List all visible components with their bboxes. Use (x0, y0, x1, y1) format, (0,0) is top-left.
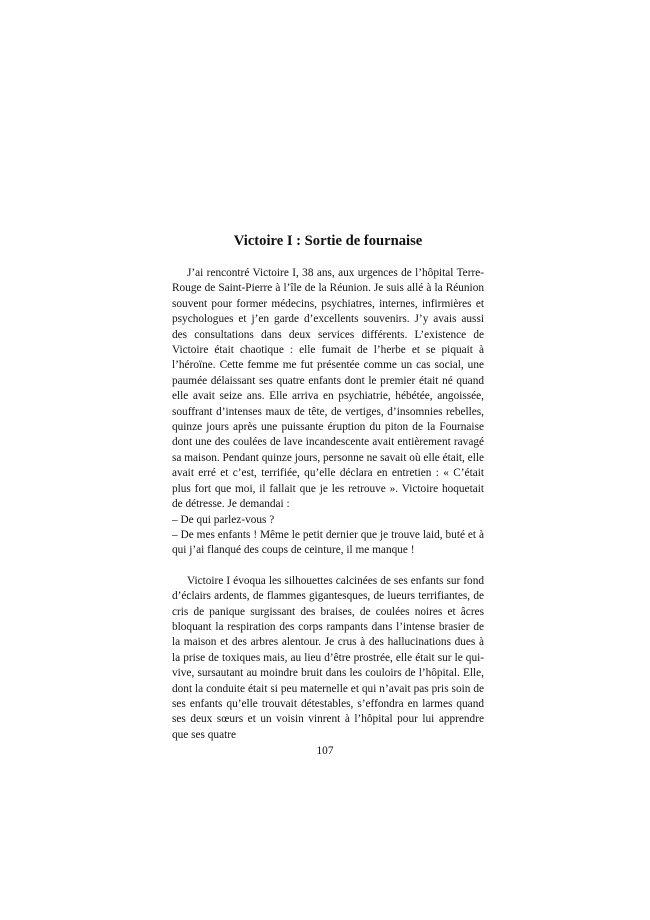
paragraph-2: Victoire I évoqua les silhouettes calcinées de ses enfants sur fond d’éclairs ardents, de flammes gigantesques, de lueurs terrifiantes, de cris de panique surgissant des braises, de coulées noires et âcres bloquant la respiration des corps rampants dans l’intense brasier de la maison et des arbres alentour. Je crus à des hallucinations dues à la prise de toxiques mais, au lieu d’être prostrée, elle était sur le qui-vive, sursautant au moindre bruit dans les couloirs de l’hôpital. Elle, dont la conduite était si peu maternelle et qui n’avait pas pris soin de ses enfants qu’elle trouvait détestables, s’effondra en larmes quand ses deux sœurs et un voisin vinrent à l’hôpital pour lui apprendre que ses quatre (172, 574, 484, 741)
paragraph-1: J’ai rencontré Victoire I, 38 ans, aux urgences de l’hôpital Terre-Rouge de Saint-Pierre à l’île de la Réunion. Je suis allé à la Réunion souvent pour former médecins, psychiatres, internes, infirmières et psychologues et j’en garde d’excellents souvenirs. J’y avais aussi des consultations dans deux services différents. L’existence de Victoire était chaotique : elle fumait de l’herbe et se piquait à l’héroïne. Cette femme me fut présentée comme un cas social, une paumée délaissant ses quatre enfants dont le premier était né quand elle avait seize ans. Elle arriva en psychiatrie, hébétée, angoissée, souffrant d’intenses maux de tête, de vertiges, d’insomnies rebelles, quinze jours après une puissante éruption du piton de la Fournaise dont une des coulées de lave incandescente avait entièrement ravagé sa maison. Pendant quinze jours, personne ne savait où elle était, elle avait erré et c’est, terrifiée, qu’elle déclara en entretien : « C’était plus fort que moi, il fallait que je les retrouve ». Victoire hoquetait de détresse. Je demandai : (172, 267, 484, 511)
chapter-title: Victoire I : Sortie de fournaise (233, 233, 423, 249)
body-text (172, 266, 484, 743)
dialogue-line-1: – De qui parlez-vous ? (172, 513, 275, 526)
page-number: 107 (316, 745, 334, 757)
dialogue-line-2: – De mes enfants ! Même le petit dernier que je trouve laid, buté et à qui j’ai flanqué des coups de ceinture, il me manque ! (172, 528, 484, 557)
